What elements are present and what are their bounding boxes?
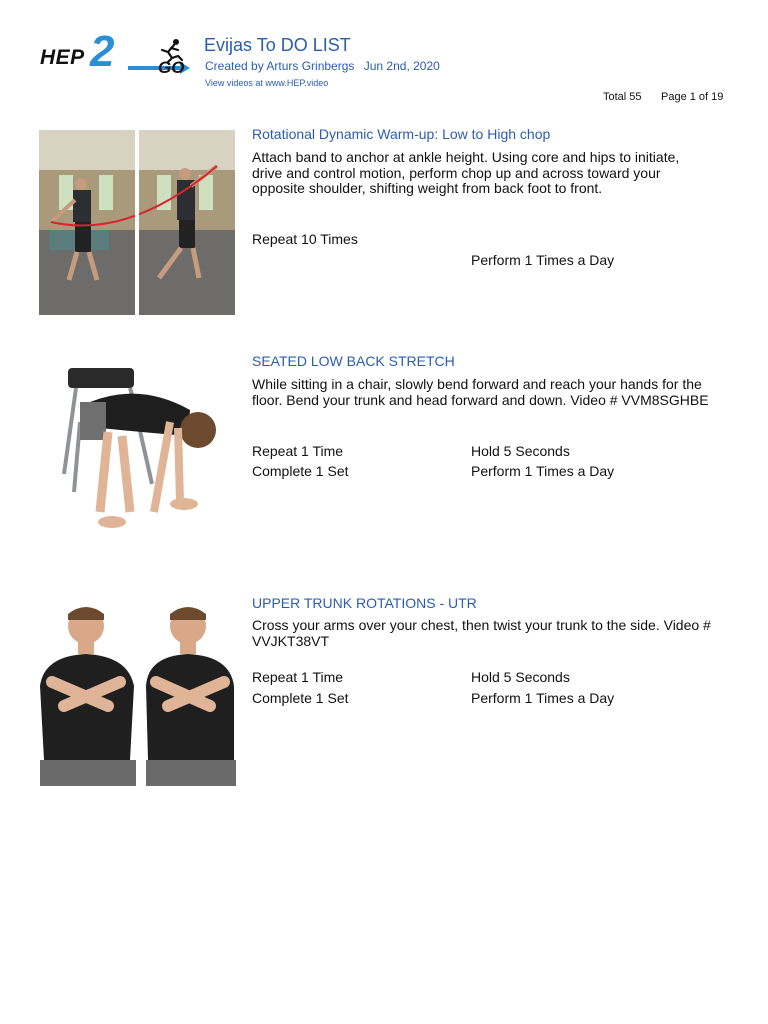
logo-text-go: GO bbox=[158, 58, 185, 77]
exercise-2-photo bbox=[60, 362, 220, 540]
exercise-2-hold: Hold 5 Seconds bbox=[471, 443, 570, 459]
exercise-2-repeat: Repeat 1 Time bbox=[252, 443, 344, 459]
created-date: Jun 2nd, 2020 bbox=[363, 59, 440, 73]
exercise-1-repeat: Repeat 10 Times bbox=[252, 231, 358, 247]
page-title: Evijas To DO LIST bbox=[204, 35, 351, 55]
exercise-1-photo bbox=[39, 130, 235, 315]
logo-text-2: 2 bbox=[90, 27, 115, 76]
created-by: Created by Arturs Grinbergs bbox=[205, 59, 355, 73]
exercise-2-title: SEATED LOW BACK STRETCH bbox=[252, 353, 455, 369]
exercise-3-perform: Perform 1 Times a Day bbox=[471, 690, 615, 706]
exercise-1-title: Rotational Dynamic Warm-up: Low to High chop bbox=[252, 126, 551, 142]
exercise-3-repeat: Repeat 1 Time bbox=[252, 669, 344, 685]
website-link[interactable]: View videos at www.HEP.video bbox=[205, 78, 329, 88]
page-indicator: Page 1 of 19 bbox=[661, 91, 724, 103]
exercise-1-perform: Perform 1 Times a Day bbox=[471, 252, 615, 268]
exercise-3-hold: Hold 5 Seconds bbox=[471, 669, 570, 685]
exercise-2-perform: Perform 1 Times a Day bbox=[471, 463, 615, 479]
exercise-2-description: While sitting in a chair, slowly bend forward and reach your hands for the floor. Bend your trunk and head forward and down. Video # VVM8SGHBE bbox=[252, 376, 709, 408]
exercise-2-sets: Complete 1 Set bbox=[252, 463, 349, 479]
exercise-3-title: UPPER TRUNK ROTATIONS - UTR bbox=[252, 595, 477, 611]
logo-text-hep: HEP bbox=[40, 46, 85, 69]
exercise-3-photo bbox=[38, 600, 238, 786]
exercise-3-description: Cross your arms over your chest, then twist your trunk to the side. Video # VVJKT38VT bbox=[252, 617, 711, 649]
total-count: Total 55 bbox=[603, 91, 642, 103]
exercise-1-description: Attach band to anchor at ankle height. Using core and hips to initiate, drive and control motion, perform chop up and across toward your opposite shoulder, shifting weight from back foot to front. bbox=[252, 149, 680, 196]
hep2go-logo bbox=[38, 27, 194, 80]
subtitle bbox=[205, 59, 446, 73]
exercise-3-sets: Complete 1 Set bbox=[252, 690, 349, 706]
